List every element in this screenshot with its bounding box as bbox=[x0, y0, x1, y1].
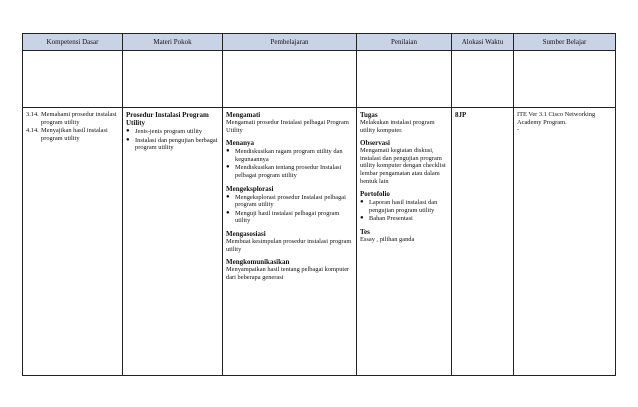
kompetensi-list bbox=[26, 111, 119, 142]
section-menanya bbox=[226, 139, 353, 179]
section-title: Mengamati bbox=[226, 111, 261, 119]
list-item-text: Bahan Presentasi bbox=[369, 215, 413, 223]
list-item-text: Jenis-jenis program utility bbox=[135, 128, 203, 135]
section-mengasosiasi bbox=[226, 230, 353, 253]
list-item-text: Mengeksplorasi prosedur Instalasi pelbagai program utility bbox=[235, 193, 346, 209]
empty-cell bbox=[452, 51, 514, 108]
header-alokasi-waktu: Alokasi Waktu bbox=[452, 34, 514, 51]
materi-title: Prosedur Instalasi Program Utility bbox=[126, 111, 209, 127]
content-row bbox=[23, 108, 616, 376]
sumber-cell bbox=[514, 108, 616, 376]
section-title: Tugas bbox=[360, 111, 378, 119]
header-penilaian: Penilaian bbox=[357, 34, 452, 51]
bullet-icon: ● bbox=[226, 209, 230, 216]
list-item bbox=[226, 164, 353, 179]
pembelajaran-cell bbox=[223, 108, 357, 376]
section-title: Portofolio bbox=[360, 190, 390, 199]
alokasi-value: 8JP bbox=[455, 111, 467, 119]
section-mengeksplorasi bbox=[226, 185, 353, 225]
section-tugas bbox=[360, 111, 448, 134]
section-title: Menanya bbox=[226, 139, 254, 148]
section-mengkomunikasikan bbox=[226, 258, 353, 281]
list-item bbox=[360, 199, 448, 214]
section-text: Mengamati kegiatan diskusi, instalasi dan pengujian program utility komputer dengan checklist lembar pengamatan atau dalam bentuk lain bbox=[360, 147, 446, 185]
bullet-icon: ● bbox=[360, 215, 364, 222]
bullet-icon: ● bbox=[226, 148, 230, 155]
header-pembelajaran: Pembelajaran bbox=[223, 34, 357, 51]
materi-list bbox=[126, 128, 219, 152]
kompetensi-cell bbox=[23, 108, 123, 376]
section-title: Mengkomunikasikan bbox=[226, 258, 290, 267]
bullet-icon: ● bbox=[126, 128, 130, 134]
list-item bbox=[126, 137, 219, 152]
kd-number: 3.14. bbox=[26, 111, 39, 118]
list-item-text: Mendiskusikan ragam program utility dan kegunaannya bbox=[235, 148, 343, 163]
list-item bbox=[26, 127, 119, 142]
sumber-text: ITE Ver 3.1 Cisco Networking Academy Program. bbox=[517, 111, 596, 126]
empty-cell bbox=[23, 51, 123, 108]
kd-text: Memahami prosedur instalasi program utility bbox=[41, 111, 117, 126]
sumber-extra: - bbox=[517, 126, 520, 134]
header-row bbox=[23, 34, 616, 51]
list-item bbox=[26, 111, 119, 126]
list-item bbox=[126, 128, 219, 136]
section-tes bbox=[360, 228, 448, 244]
empty-cell bbox=[514, 51, 616, 108]
section-text: Menyampaikan hasil tentang pelbagai komputer dari beberapa generasi bbox=[226, 266, 350, 281]
section-portofolio bbox=[360, 190, 448, 223]
list-item bbox=[226, 194, 353, 209]
empty-cell bbox=[357, 51, 452, 108]
section-title: Mengeksplorasi bbox=[226, 184, 274, 193]
list-item bbox=[226, 148, 353, 163]
kd-text: Menyajikan hasil instalasi program utility bbox=[41, 127, 108, 142]
list-item bbox=[360, 215, 448, 223]
section-text: Membuat kesimpulan prosedur instalasi program utility bbox=[226, 237, 352, 253]
syllabus-table bbox=[22, 33, 616, 376]
portofolio-list bbox=[360, 199, 448, 223]
list-item-text: Mendiskusikan tentang prosedur Instalasi pelbagai program utility bbox=[235, 164, 342, 179]
header-kompetensi-dasar: Kompetensi Dasar bbox=[23, 34, 123, 51]
menanya-list bbox=[226, 148, 353, 179]
section-text: Mengamati prosedur Instalasi pelbagai Program Utility bbox=[226, 119, 349, 134]
empty-cell bbox=[123, 51, 223, 108]
section-title: Tes bbox=[360, 227, 370, 236]
list-item-text: Instalasi dan pengujian berbagai program utility bbox=[135, 136, 218, 152]
section-title: Mengasosiasi bbox=[226, 229, 266, 238]
empty-cell bbox=[223, 51, 357, 108]
empty-row bbox=[23, 51, 616, 108]
syllabus-sheet bbox=[22, 33, 616, 376]
bullet-icon: ● bbox=[226, 193, 230, 200]
section-mengamati bbox=[226, 111, 353, 134]
materi-cell bbox=[123, 108, 223, 376]
header-sumber-belajar: Sumber Belajar bbox=[514, 34, 616, 51]
list-item-text: Laporan hasil instalasi dan pengujian program utility bbox=[369, 199, 438, 214]
section-text: Essay , pilihan ganda bbox=[360, 235, 415, 243]
bullet-icon: ● bbox=[226, 164, 230, 171]
list-item-text: Menguji hasil instalasi pelbagai program utility bbox=[235, 209, 340, 225]
penilaian-cell bbox=[357, 108, 452, 376]
header-materi-pokok: Materi Pokok bbox=[123, 34, 223, 51]
kd-number: 4.14. bbox=[26, 127, 39, 135]
mengeksplorasi-list bbox=[226, 194, 353, 225]
alokasi-cell bbox=[452, 108, 514, 376]
bullet-icon: ● bbox=[126, 136, 130, 143]
bullet-icon: ● bbox=[360, 199, 364, 206]
section-observasi bbox=[360, 139, 448, 185]
section-text: Melakukan instalasi program utility komputer. bbox=[360, 119, 435, 134]
section-title: Observasi bbox=[360, 139, 390, 148]
list-item bbox=[226, 210, 353, 225]
